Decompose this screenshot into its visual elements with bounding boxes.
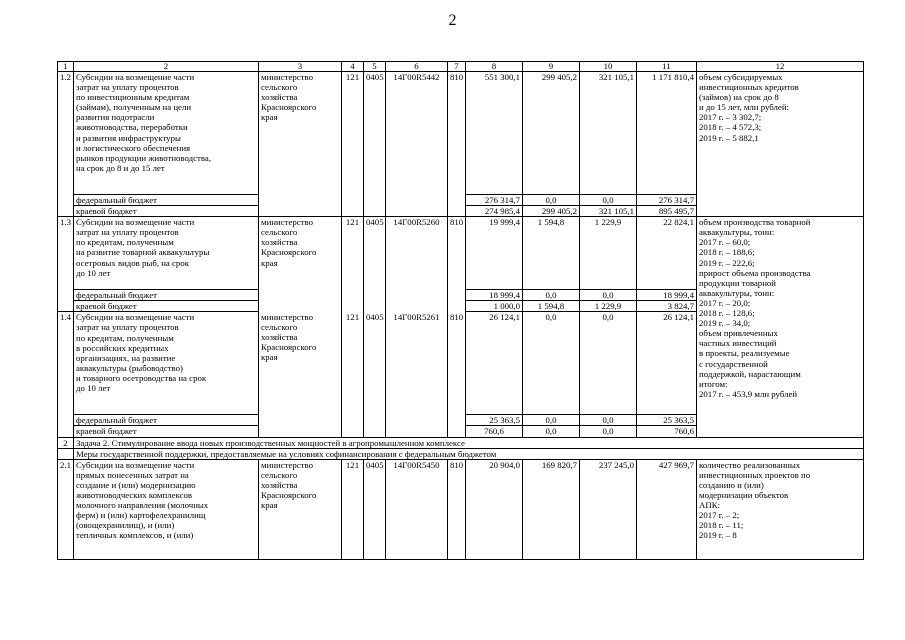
column-number: 6 [386, 62, 448, 72]
executor: министерство сельского хозяйства Красноярского края [259, 459, 342, 559]
federal-2018: 0,0 [523, 290, 580, 301]
regional-budget-label: краевой бюджет [74, 206, 259, 217]
program-measures-table [57, 61, 864, 560]
grbs-code: 121 [342, 459, 364, 559]
column-number: 8 [466, 62, 523, 72]
amount-2017: 26 124,1 [466, 312, 523, 415]
amount-2019: 1 229,9 [580, 217, 637, 290]
federal-2017: 18 999,4 [466, 290, 523, 301]
target-article-code: 14Г00R5260 [386, 217, 448, 312]
federal-2018: 0,0 [523, 415, 580, 426]
column-number: 10 [580, 62, 637, 72]
federal-budget-label: федеральный бюджет [74, 290, 259, 301]
target-article-code: 14Г00R5442 [386, 72, 448, 217]
measure-name: Субсидии на возмещение части затрат на уплату процентов по инвестиционным кредитам (займам), полученным на цели развития подотрасли животноводства, переработки и развития инфраструктуры и логистического обеспечения рынков продукции животноводства, на срок до 8 и до 15 лет [74, 72, 259, 195]
column-numbers-row [58, 62, 864, 72]
target-article-code: 14Г00R5450 [386, 459, 448, 559]
row-number: 1.4 [58, 312, 74, 437]
section-code: 0405 [364, 72, 386, 217]
amount-2018: 299 405,2 [523, 72, 580, 195]
regional-2019: 1 229,9 [580, 301, 637, 312]
amount-2019: 321 105,1 [580, 72, 637, 195]
column-number: 7 [448, 62, 466, 72]
amount-total: 1 171 810,4 [637, 72, 697, 195]
regional-2017: 1 000,0 [466, 301, 523, 312]
measure-name: Субсидии на возмещение части затрат на уплату процентов по кредитам, полученным на развитие товарной аквакультуры осетровых видов рыб, на срок до 10 лет [74, 217, 259, 290]
amount-total: 26 124,1 [637, 312, 697, 415]
column-number: 4 [342, 62, 364, 72]
table-row [58, 72, 864, 195]
amount-2017: 20 904,0 [466, 459, 523, 559]
measure-name: Субсидии на возмещение части прямых понесенных затрат на создание и (или) модернизацию животноводческих комплексов молочного направления (молочных ферм) и (или) картофелехранилищ (овощехранилищ), и (или) тепличных комплексов, и (или) [74, 459, 259, 559]
table-row [58, 217, 864, 290]
column-number: 1 [58, 62, 74, 72]
task-row [58, 437, 864, 448]
federal-budget-label: федеральный бюджет [74, 195, 259, 206]
section-code: 0405 [364, 312, 386, 437]
column-number: 9 [523, 62, 580, 72]
regional-2018: 0,0 [523, 426, 580, 437]
regional-2018: 1 594,8 [523, 301, 580, 312]
section-code: 0405 [364, 459, 386, 559]
amount-2019: 0,0 [580, 312, 637, 415]
amount-2018: 1 594,8 [523, 217, 580, 290]
column-number: 11 [637, 62, 697, 72]
federal-budget-label: федеральный бюджет [74, 415, 259, 426]
expense-type-code: 810 [448, 459, 466, 559]
regional-2017: 274 985,4 [466, 206, 523, 217]
amount-2017: 551 300,1 [466, 72, 523, 195]
federal-2017: 276 314,7 [466, 195, 523, 206]
table-row [58, 459, 864, 559]
grbs-code: 121 [342, 217, 364, 312]
regional-total: 895 495,7 [637, 206, 697, 217]
expected-result: объем субсидируемых инвестиционных кредитов (займов) на срок до 8 и до 15 лет, млн рублей: 2017 г. – 3 302,7; 2018 г. – 4 572,3; 2019 г. – 5 882,1 [697, 72, 864, 217]
support-measures-row [58, 448, 864, 459]
regional-total: 760,6 [637, 426, 697, 437]
federal-2018: 0,0 [523, 195, 580, 206]
column-number: 12 [697, 62, 864, 72]
expected-result: количество реализованных инвестиционных проектов по созданию и (или) модернизации объектов АПК: 2017 г. – 2; 2018 г. – 11; 2019 г. – 8 [697, 459, 864, 559]
expected-result: объем производства товарной аквакультуры, тонн: 2017 г. – 60,0; 2018 г. – 188,6; 2019 г. – 222,6; прирост объема производства продукции товарной аквакультуры, тонн: 2017 г. – 20,0; 2018 г. – 128,6; 2019 г. – 34,0; объем привлеченных частных инвестиций в проекты, реализуемые с государственной поддержкой, нарастающим итогом: 2017 г. – 453,9 млн рублей [697, 217, 864, 437]
amount-2018: 169 820,7 [523, 459, 580, 559]
regional-2019: 0,0 [580, 426, 637, 437]
page-number: 2 [448, 12, 457, 29]
amount-2017: 19 999,4 [466, 217, 523, 290]
row-number: 1.2 [58, 72, 74, 217]
column-number: 5 [364, 62, 386, 72]
support-measures-title: Меры государственной поддержки, предоставляемые на условиях софинансирования с федеральным бюджетом [74, 448, 864, 459]
task-number: 2 [58, 437, 74, 448]
column-number: 3 [259, 62, 342, 72]
regional-total: 3 824,7 [637, 301, 697, 312]
amount-total: 22 824,1 [637, 217, 697, 290]
amount-2018: 0,0 [523, 312, 580, 415]
regional-budget-label: краевой бюджет [74, 426, 259, 437]
federal-2019: 0,0 [580, 290, 637, 301]
federal-total: 25 363,5 [637, 415, 697, 426]
column-number: 2 [74, 62, 259, 72]
executor: министерство сельского хозяйства Красноярского края [259, 217, 342, 312]
target-article-code: 14Г00R5261 [386, 312, 448, 437]
task-title: Задача 2. Стимулирование ввода новых производственных мощностей в агропромышленном комплексе [74, 437, 864, 448]
federal-total: 18 999,4 [637, 290, 697, 301]
executor: министерство сельского хозяйства Красноярского края [259, 72, 342, 217]
section-code: 0405 [364, 217, 386, 312]
federal-2017: 25 363,5 [466, 415, 523, 426]
expense-type-code: 810 [448, 312, 466, 437]
federal-total: 276 314,7 [637, 195, 697, 206]
row-number: 1.3 [58, 217, 74, 312]
empty-cell [58, 448, 74, 459]
federal-2019: 0,0 [580, 195, 637, 206]
regional-budget-label: краевой бюджет [74, 301, 259, 312]
grbs-code: 121 [342, 72, 364, 217]
regional-2019: 321 105,1 [580, 206, 637, 217]
amount-2019: 237 245,0 [580, 459, 637, 559]
regional-2018: 299 405,2 [523, 206, 580, 217]
regional-2017: 760,6 [466, 426, 523, 437]
expense-type-code: 810 [448, 217, 466, 312]
row-number: 2.1 [58, 459, 74, 559]
expense-type-code: 810 [448, 72, 466, 217]
executor: министерство сельского хозяйства Красноярского края [259, 312, 342, 437]
grbs-code: 121 [342, 312, 364, 437]
federal-2019: 0,0 [580, 415, 637, 426]
amount-total: 427 969,7 [637, 459, 697, 559]
measure-name: Субсидии на возмещение части затрат на уплату процентов по кредитам, полученным в российских кредитных организациях, на развитие аквакультуры (рыбоводство) и товарного осетроводства на срок до 10 лет [74, 312, 259, 415]
